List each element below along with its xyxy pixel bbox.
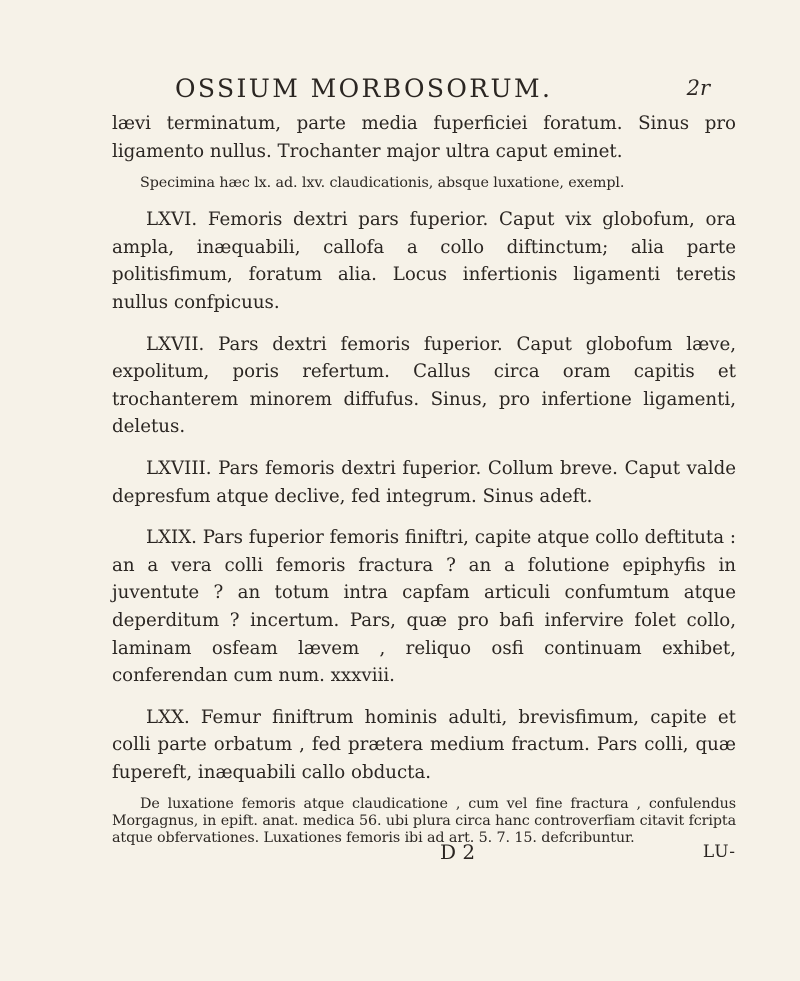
running-head <box>175 74 710 114</box>
page-number: 2r <box>686 76 710 100</box>
entry-lxvi: LXVI. Femoris dextri pars fuperior. Caput vix globofum, ora ampla, inæquabili, callofa a collo diftinctum; alia parte politisfimum, foratum alia. Locus infertionis ligamenti teretis nullus confpicuus. <box>112 209 736 313</box>
entry-lxix: LXIX. Pars fuperior femoris finiftri, capite atque collo deftituta : an a vera colli femoris fractura ? an a folutione epiphyfis in juventute ? an totum intra capfam articuli confumtum atque deperditum ? incertum. Pars, quæ pro bafi infervire folet collo, laminam osfeam lævem , reliquo osfi continuam exhibet, conferendan cum num. xxxviii. <box>112 527 736 687</box>
entry-lxvii: LXVII. Pars dextri femoris fuperior. Caput globofum læve, expolitum, poris refertum. Callus circa oram capitis et trochanterem minorem diffufus. Sinus, pro infertione ligamenti, deletus. <box>112 333 736 438</box>
page-footer <box>112 840 736 870</box>
note-luxatione: De luxatione femoris atque claudicatione , cum vel fine fractura , confulendus Morgagnus, in epift. anat. medica 56. ubi plura circa hanc controverfiam citavit fcripta atque obfervationes. Luxationes femoris ibi ad art. 5. 7. 15. defcribuntur. <box>112 796 736 847</box>
running-title: OSSIUM MORBOSORUM. <box>175 74 553 103</box>
catchword: LU- <box>702 842 736 862</box>
entry-lxx: LXX. Femur finiftrum hominis adulti, brevisfimum, capite et colli parte orbatum , fed prætera medium fractum. Pars colli, quæ fupereft, inæquabili callo obducta. <box>112 706 736 783</box>
page-body <box>112 110 736 847</box>
entry-lxviii: LXVIII. Pars femoris dextri fuperior. Collum breve. Caput valde depresfum atque declive, fed integrum. Sinus adeft. <box>112 457 736 507</box>
signature-mark: D 2 <box>440 840 476 864</box>
paragraph-continuation: lævi terminatum, parte media fuperficiei foratum. Sinus pro ligamento nullus. Trochanter major ultra caput eminet. <box>112 113 736 162</box>
note-specimina: Specimina hæc lx. ad. lxv. claudicationis, absque luxatione, exempl. <box>140 175 625 192</box>
